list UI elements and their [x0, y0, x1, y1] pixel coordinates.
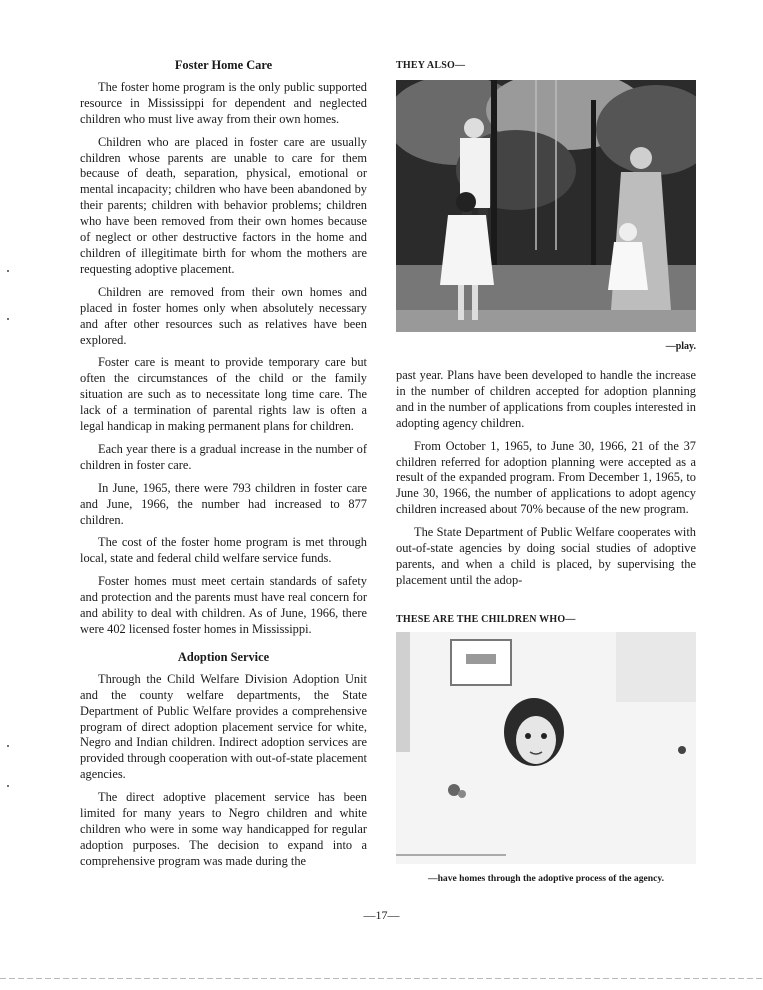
left-column	[80, 58, 367, 877]
foster-paragraph-4: Foster care is meant to provide temporary care but often the circumstances of the child or the family situation are such as to necessitate long time care. The lack of a termination of parental rights law is often a legal handicap in making permanent plans for children.	[80, 355, 367, 434]
scan-speck	[7, 745, 9, 747]
foster-paragraph-5: Each year there is a gradual increase in the number of children in foster care.	[80, 441, 367, 472]
right-paragraph-3: The State Department of Public Welfare cooperates with out-of-state agencies by doing social studies of adoptive parents, and when a child is placed, by supervising the placement until the adop-	[396, 525, 696, 587]
playground-photo	[396, 80, 696, 332]
foster-paragraph-6: In June, 1965, there were 793 children in foster care and June, 1966, the number had increased to 877 children.	[80, 480, 367, 527]
scan-speck	[7, 785, 9, 787]
foster-paragraph-2: Children who are placed in foster care are usually children whose parents are unable to care for them because of death, separation, physical, emotional or mental incapacity; children who have been abandoned by their parents; children with behavior problems; children who have been removed from their own homes because of neglect or other destructive factors in the home and children of illegitimate birth for whom the mothers are requesting adoptive placement.	[80, 134, 367, 276]
foster-care-heading: Foster Home Care	[174, 58, 273, 72]
adoption-paragraph-1: Through the Child Welfare Division Adoption Unit and the county welfare departments, the State Department of Public Welfare provides a comprehensive program of direct adoption placement service for white, Negro and Indian children. Indirect adoption services are provided through cooperation with out-of-state placement agencies.	[80, 671, 367, 782]
photo-2-label: THESE ARE THE CHILDREN WHO—	[396, 614, 576, 625]
foster-paragraph-3: Children are removed from their own homes and placed in foster homes only when absolutely necessary and after other resources such as relatives have been explored.	[80, 284, 367, 347]
playground-photo-image	[396, 80, 696, 332]
child-portrait-image	[396, 632, 696, 864]
photo-1-caption: —play.	[665, 341, 696, 352]
right-paragraph-1: past year. Plans have been developed to handle the increase in the number of children accepted for adoption planning and in the number of applications from couples interested in adopting agency children.	[396, 368, 696, 430]
right-column-text	[396, 368, 696, 596]
photo-2-caption: —have homes through the adoptive process of the agency.	[427, 873, 665, 884]
foster-paragraph-8: Foster homes must meet certain standards of safety and protection and the parents must have real concern for and ability to deal with children. As of June, 1966, there were 402 licensed foster homes in Mississippi.	[80, 574, 367, 636]
adoption-service-heading: Adoption Service	[177, 649, 270, 664]
scan-speck	[7, 270, 9, 272]
scan-artifact-line	[0, 978, 763, 979]
foster-paragraph-1: The foster home program is the only public supported resource in Mississippi for dependent and neglected children who must live away from their own homes.	[80, 79, 367, 126]
page-number: —17—	[363, 908, 400, 922]
child-portrait-photo	[396, 632, 696, 864]
foster-paragraph-7: The cost of the foster home program is met through local, state and federal child welfare service funds.	[80, 535, 367, 566]
photo-1-label: THEY ALSO—	[396, 60, 466, 71]
right-paragraph-2: From October 1, 1965, to June 30, 1966, 21 of the 37 children referred for adoption planning were accepted as a result of the expanded program. From December 1, 1965, to June 30, 1966, the number of applications to adopt agency children increased about 70% because of the new program.	[396, 438, 696, 517]
scan-speck	[7, 318, 9, 320]
adoption-paragraph-2: The direct adoptive placement service has been limited for many years to Negro children and white children who were in some way handicapped for regular adoption purposes. The decision to expand into a comprehensive program was made during the	[80, 790, 367, 868]
